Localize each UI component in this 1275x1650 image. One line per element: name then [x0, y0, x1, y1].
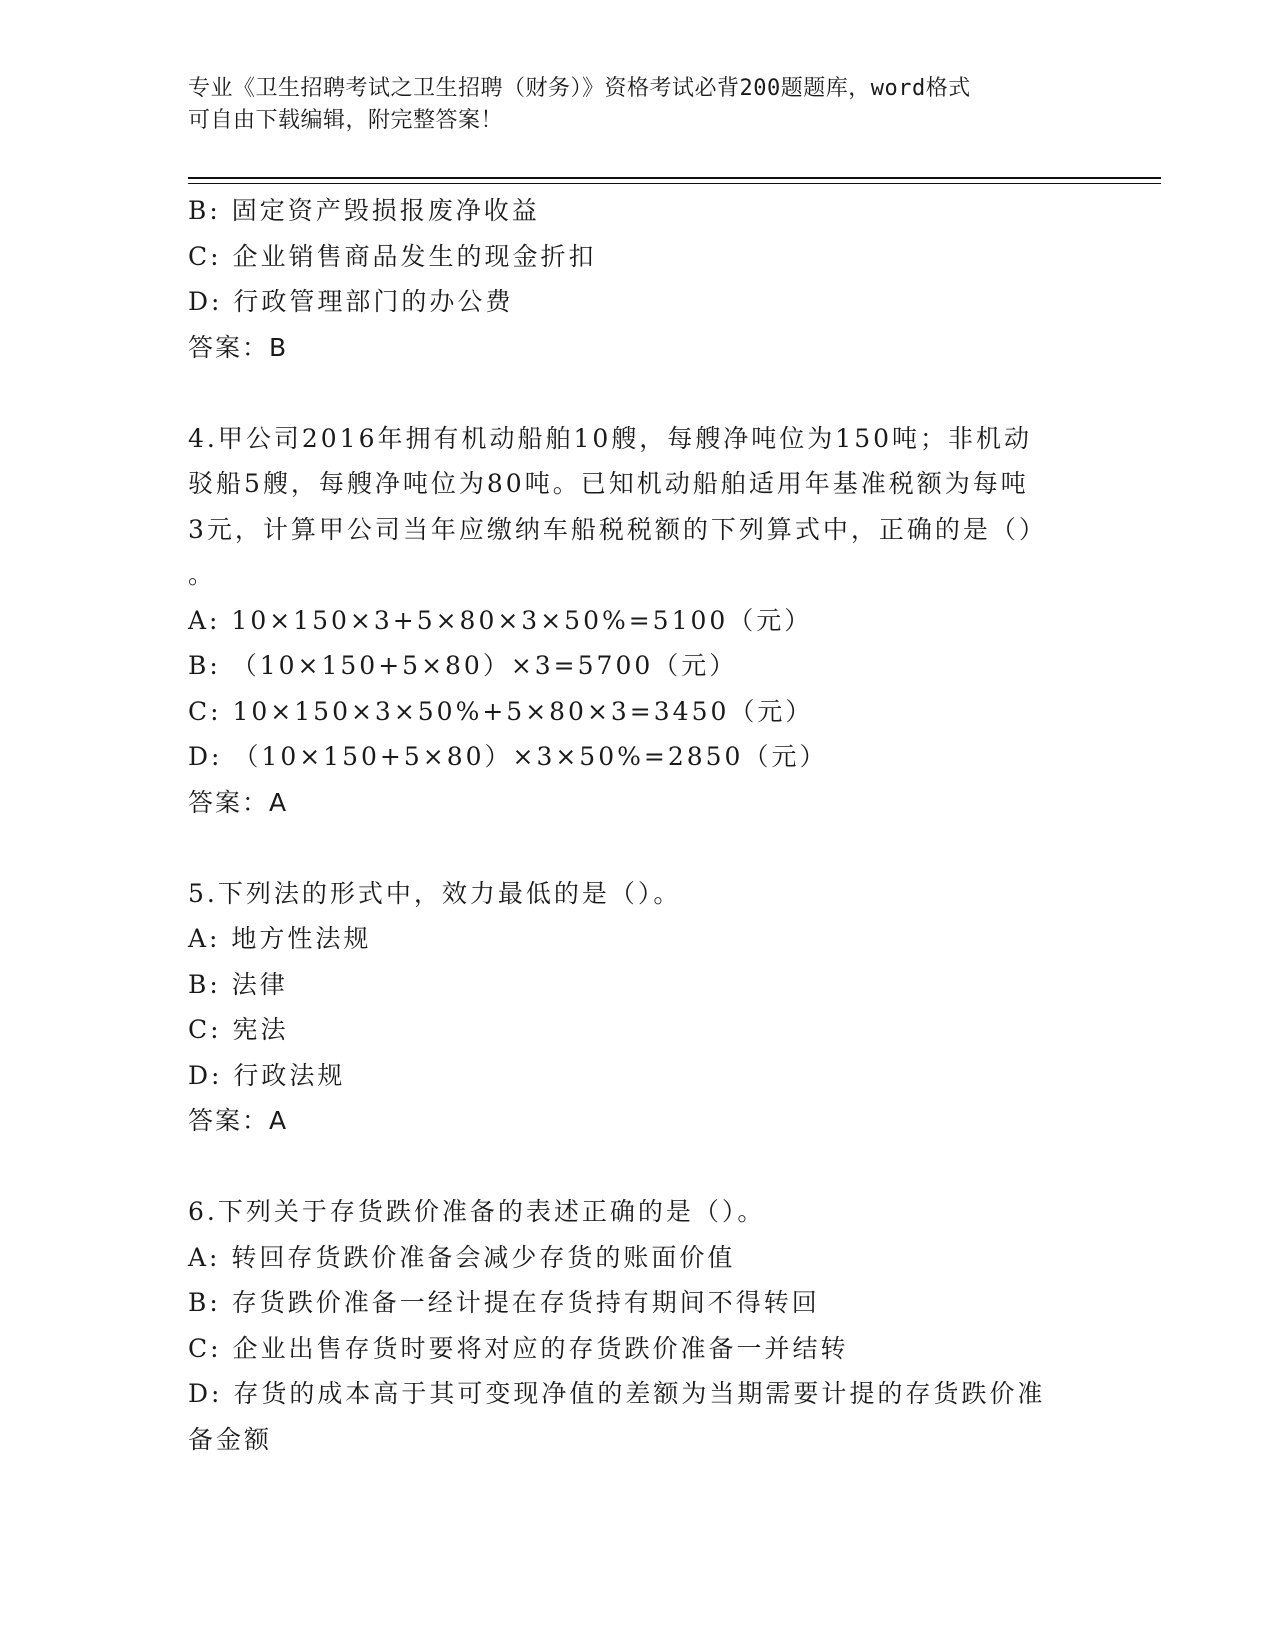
question-stem: 3元，计算甲公司当年应缴纳车船税税额的下列算式中，正确的是（） — [188, 514, 1047, 544]
answer: 答案：A — [188, 787, 289, 817]
document-body — [188, 188, 1088, 1462]
header-line: 可自由下载编辑，附完整答案！ — [188, 108, 504, 133]
header-rule-thick — [188, 177, 1161, 179]
option-d: D: 行政法规 — [188, 1060, 346, 1090]
option-c: C: 企业销售商品发生的现金折扣 — [188, 241, 597, 271]
option-b: B: 法律 — [188, 969, 288, 999]
question-4 — [188, 416, 1088, 826]
spacer — [188, 825, 1088, 871]
answer: 答案：B — [188, 332, 289, 362]
question-stem: 6.下列关于存货跌价准备的表述正确的是（）。 — [188, 1197, 766, 1226]
option-a: A: 10×150×3+5×80×3×50%=5100（元） — [188, 605, 813, 635]
option-c: C: 企业出售存货时要将对应的存货跌价准备一并结转 — [188, 1333, 849, 1363]
option-b: B: 固定资产毁损报废净收益 — [188, 196, 540, 225]
document-header — [188, 73, 1078, 137]
option-d: D: （10×150+5×80）×3×50%=2850（元） — [188, 742, 828, 771]
question-3 — [188, 188, 1088, 370]
header-rule-thin — [188, 183, 1161, 184]
option-b: B: 存货跌价准备一经计提在存货持有期间不得转回 — [188, 1288, 820, 1317]
answer: 答案：A — [188, 1106, 289, 1135]
question-5 — [188, 871, 1088, 1144]
question-6 — [188, 1189, 1088, 1462]
spacer — [188, 1144, 1088, 1190]
option-a: A: 地方性法规 — [188, 924, 372, 953]
option-a: A: 转回存货跌价准备会减少存货的账面价值 — [188, 1242, 736, 1272]
option-d: D: 存货的成本高于其可变现净值的差额为当期需要计提的存货跌价准 — [188, 1379, 1046, 1408]
option-d-continued: 备金额 — [188, 1424, 273, 1454]
question-stem: 。 — [188, 560, 217, 589]
option-c: C: 10×150×3×50%+5×80×3=3450（元） — [188, 696, 814, 726]
question-stem: 驳船5艘，每艘净吨位为80吨。已知机动船舶适用年基准税额为每吨 — [188, 469, 1029, 498]
question-stem: 4.甲公司2016年拥有机动船舶10艘，每艘净吨位为150吨；非机动 — [188, 423, 1033, 453]
option-d: D: 行政管理部门的办公费 — [188, 287, 514, 316]
spacer — [188, 370, 1088, 416]
question-stem: 5.下列法的形式中，效力最低的是（）。 — [188, 878, 682, 908]
header-line: 专业《卫生招聘考试之卫生招聘（财务）》资格考试必背200题题库，word格式 — [188, 76, 971, 101]
option-b: B: （10×150+5×80）×3=5700（元） — [188, 651, 738, 680]
option-c: C: 宪法 — [188, 1015, 289, 1044]
